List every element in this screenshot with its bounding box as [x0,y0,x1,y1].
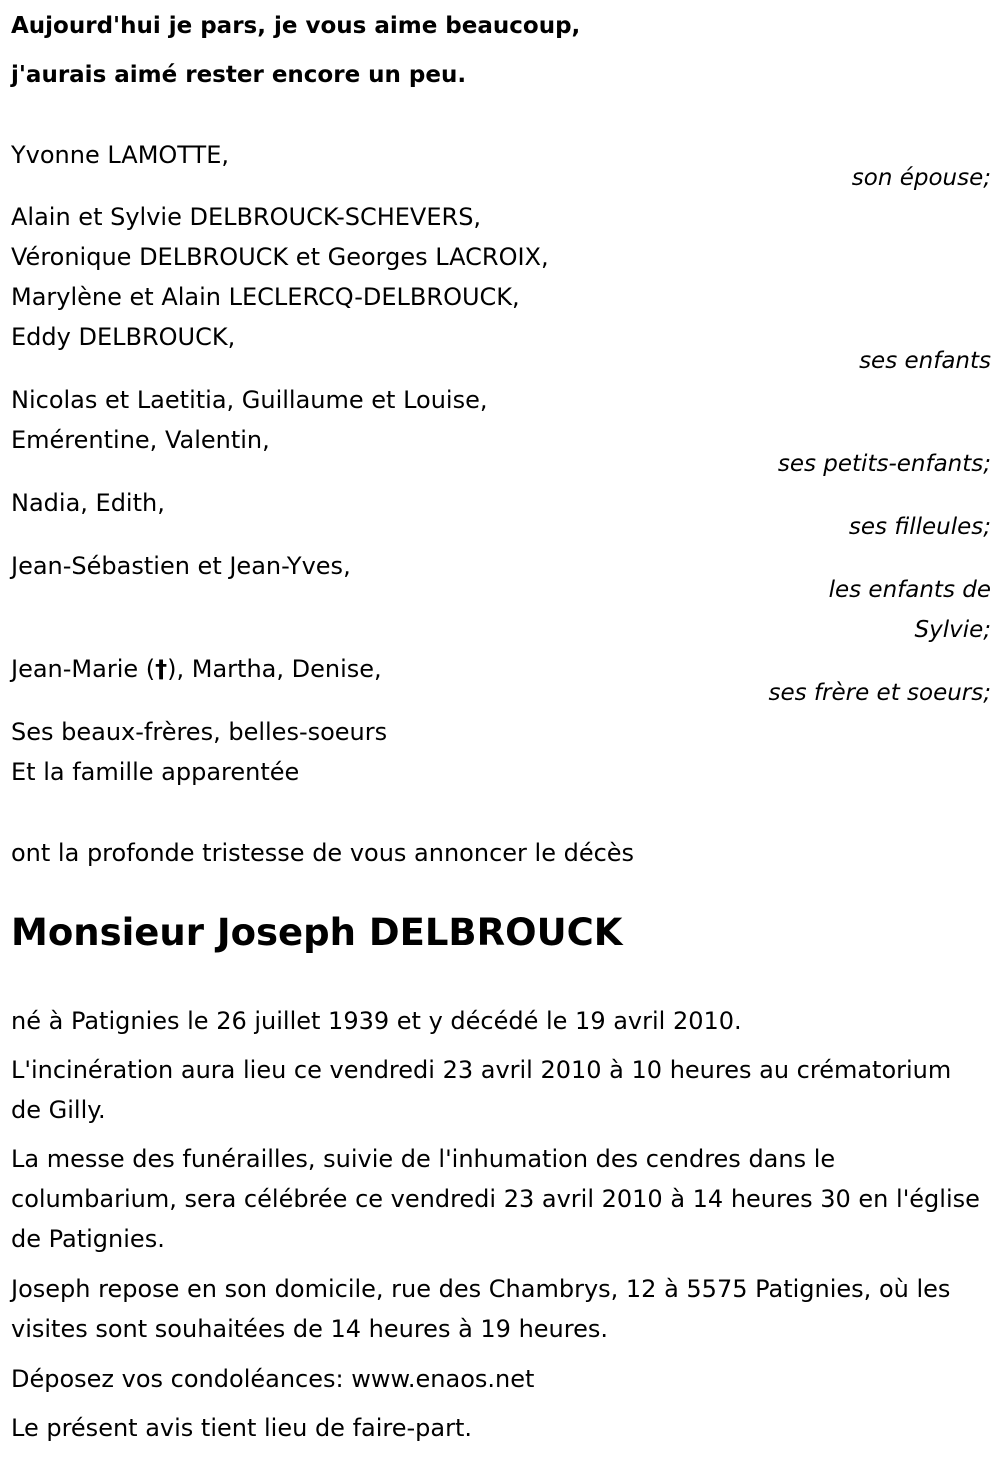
grandchild-name: Nicolas et Laetitia, Guillaume et Louise, [11,386,488,414]
child-name: Marylène et Alain LECLERCQ-DELBROUCK, [11,283,520,311]
quote-line-1: Aujourd'hui je pars, je vous aime beaucoup, [11,13,581,39]
goddaughters-role: ses filleules; [848,514,991,540]
birth-death-text: né à Patignies le 26 juillet 1939 et y décédé le 19 avril 2010. [11,1007,742,1035]
family-line: Et la famille apparentée [11,758,300,786]
quote-line-2: j'aurais aimé rester encore un peu. [11,62,467,88]
grandchildren-role: ses petits-enfants; [777,451,991,477]
child-name: Véronique DELBROUCK et Georges LACROIX, [11,243,549,271]
sylvie-children-role-line-1: les enfants de [828,577,991,603]
sylvie-children-names: Jean-Sébastien et Jean-Yves, [11,552,351,580]
condolences-text: Déposez vos condoléances: www.enaos.net [11,1365,535,1393]
siblings-name-after: ), Martha, Denise, [167,655,382,683]
children-role: ses enfants [859,348,991,374]
spouse-role: son épouse; [851,165,991,191]
cremation-text: L'incinération aura lieu ce vendredi 23 avril 2010 à 10 heures au crématorium de Gilly. [11,1056,952,1124]
child-name: Alain et Sylvie DELBROUCK-SCHEVERS, [11,203,482,231]
announcement-text: ont la profonde tristesse de vous annoncer le décès [11,839,635,867]
notice-statement-text: Le présent avis tient lieu de faire-part. [11,1414,473,1442]
siblings-name-before: Jean-Marie ( [11,655,156,683]
siblings-role: ses frère et soeurs; [768,680,991,706]
deceased-name: Monsieur Joseph DELBROUCK [11,911,623,954]
spouse-name: Yvonne LAMOTTE, [11,141,229,169]
cross-icon: † [155,655,168,683]
goddaughter-name: Nadia, Edith, [11,489,165,517]
visitation-text: Joseph repose en son domicile, rue des Chambrys, 12 à 5575 Patignies, où les visites sont souhaitées de 14 heures à 19 heures. [11,1275,951,1343]
siblings-names [11,654,382,684]
child-name: Eddy DELBROUCK, [11,323,236,351]
grandchild-name: Emérentine, Valentin, [11,426,270,454]
funeral-mass-text: La messe des funérailles, suivie de l'inhumation des cendres dans le columbarium, sera célébrée ce vendredi 23 avril 2010 à 14 heures 30 en l'église de Patignies. [11,1145,980,1253]
inlaws-line: Ses beaux-frères, belles-soeurs [11,718,388,746]
sylvie-children-role-line-2: Sylvie; [914,617,991,643]
